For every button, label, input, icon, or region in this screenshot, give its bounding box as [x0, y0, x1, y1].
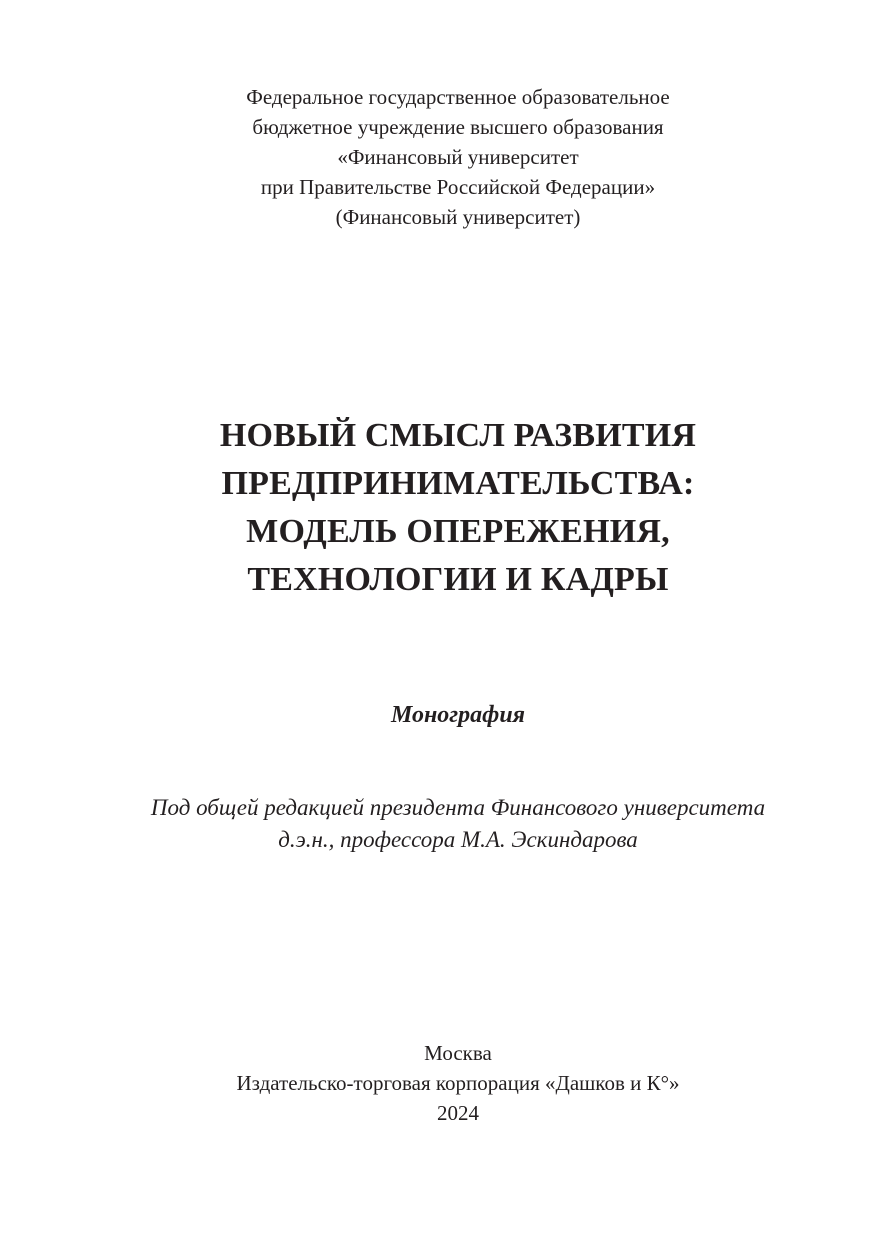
institution-line: (Финансовый университет) — [335, 205, 581, 229]
title-line: МОДЕЛЬ ОПЕРЕЖЕНИЯ, — [246, 513, 670, 550]
book-title — [20, 412, 876, 604]
institution-line: Федеральное государственное образовательное — [246, 85, 670, 109]
title-line: НОВЫЙ СМЫСЛ РАЗВИТИЯ — [219, 417, 697, 454]
editor-line: д.э.н., профессора М.А. Эскиндарова — [278, 827, 638, 852]
imprint-publisher: Издательско-торговая корпорация «Дашков и К°» — [236, 1071, 680, 1095]
imprint-block — [20, 1038, 876, 1128]
title-line: ТЕХНОЛОГИИ И КАДРЫ — [247, 561, 669, 598]
institution-block — [20, 82, 876, 232]
institution-line: бюджетное учреждение высшего образования — [252, 115, 664, 139]
title-line: ПРЕДПРИНИМАТЕЛЬСТВА: — [221, 465, 695, 502]
imprint-year: 2024 — [437, 1101, 479, 1125]
institution-line: «Финансовый университет — [337, 145, 579, 169]
editor-block — [20, 792, 876, 856]
imprint-city: Москва — [424, 1041, 492, 1065]
editor-line: Под общей редакцией президента Финансового университета — [150, 795, 766, 820]
genre-label — [20, 699, 876, 731]
genre-text: Монография — [390, 702, 526, 728]
institution-line: при Правительстве Российской Федерации» — [260, 175, 656, 199]
